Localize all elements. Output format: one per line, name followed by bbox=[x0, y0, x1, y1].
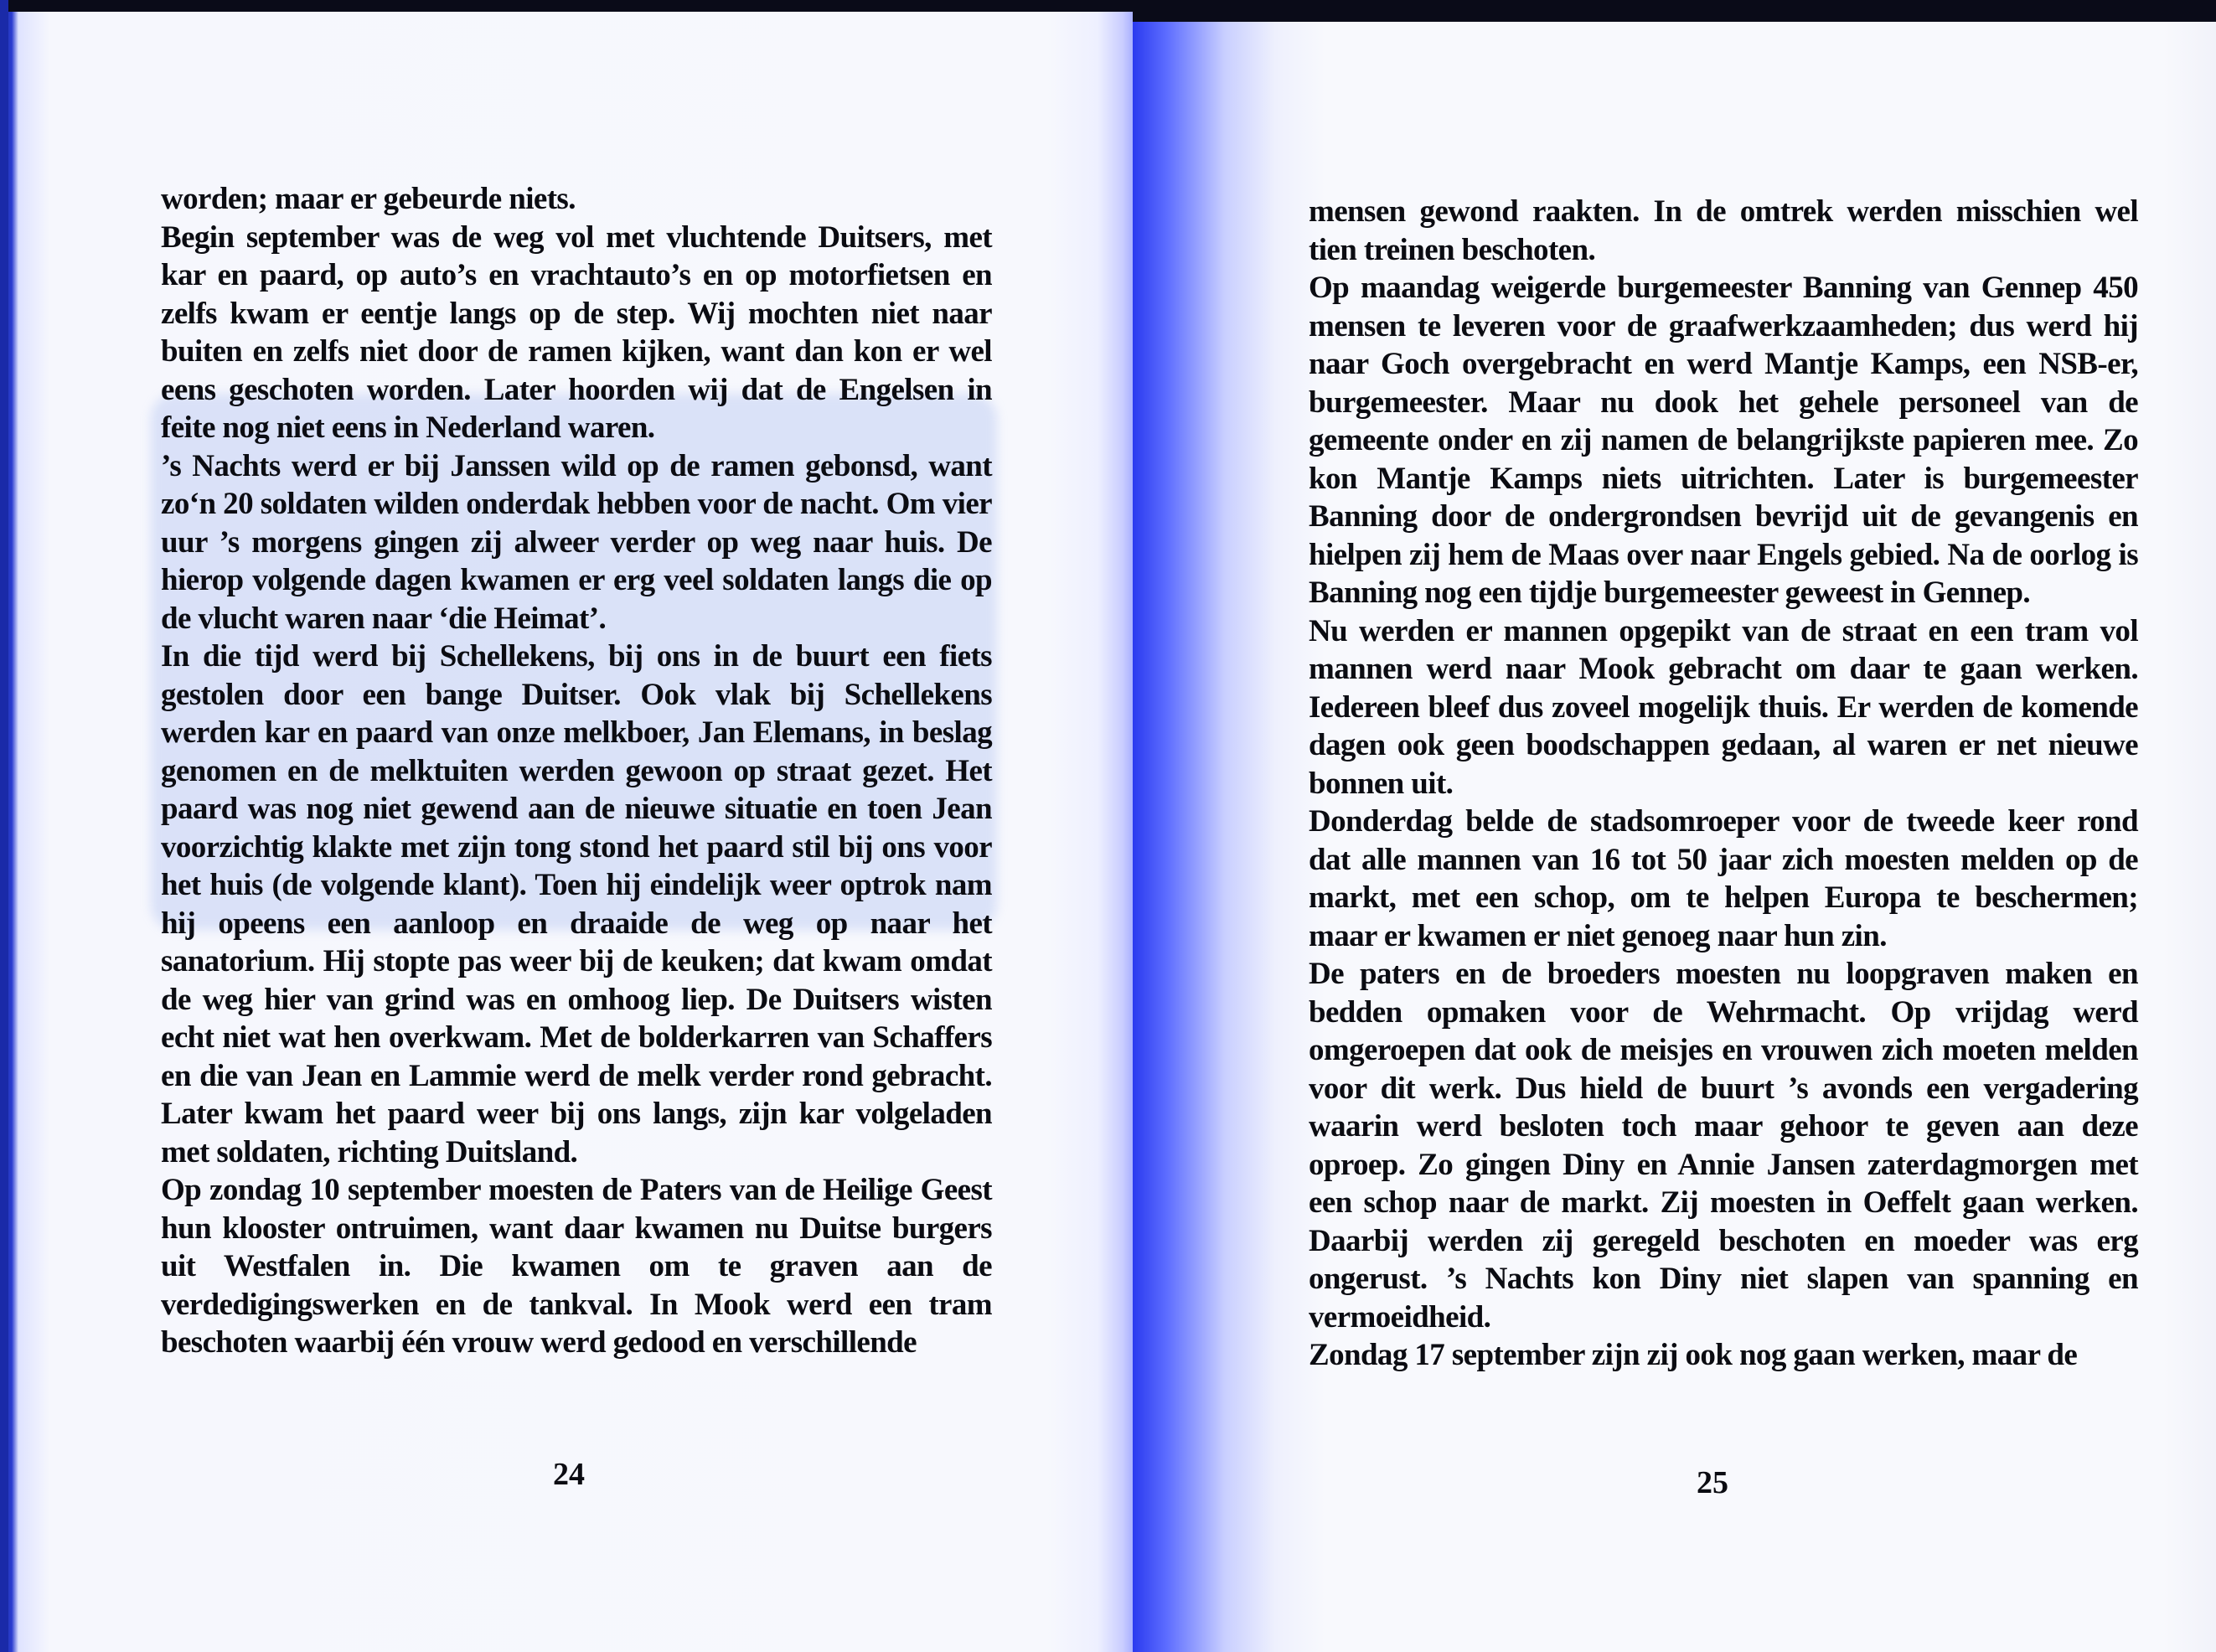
page-edge bbox=[0, 0, 8, 1652]
left-page-text bbox=[161, 180, 992, 1362]
paragraph: mensen gewond raakten. In de omtrek werden misschien wel tien treinen beschoten. bbox=[1309, 194, 2138, 267]
paragraph: Zondag 17 september zijn zij ook nog gaan werken, maar de bbox=[1309, 1338, 2078, 1372]
page-number: 25 bbox=[1697, 1465, 1728, 1500]
paragraph: De paters en de broeders moesten nu loopgraven maken en bedden opmaken voor de Wehrmacht. Op vrijdag werd omgeroepen dat ook de meisjes en vrouwen zich moeten melden voor dit werk. Dus hield de buurt ’s avonds een vergadering waarin werd besloten toch maar gehoor te geven aan deze oproep. Zo gingen Diny en Annie Jansen zaterdagmorgen met een schop naar de markt. Zij moesten in Oeffelt gaan werken. Daarbij werden zij geregeld beschoten en moeder was erg ongerust. ’s Nachts kon Diny niet slapen van spanning en vermoeidheid. bbox=[1309, 957, 2138, 1335]
paragraph: ’s Nachts werd er bij Janssen wild op de ramen gebonsd, want zo‘n 20 soldaten wilden onderdak hebben voor de nacht. Om vier uur ’s morgens gingen zij alweer verder op weg naar huis. De hierop volgende dagen kwamen er erg veel soldaten langs die op de vlucht waren naar ‘die Heimat’. bbox=[161, 448, 992, 636]
paragraph: Op maandag weigerde burgemeester Banning van Gennep 450 mensen te leveren voor de graafwerkzaamheden; dus werd hij naar Goch overgebracht en werd Mantje Kamps, een NSB-er, burgemeester. Maar nu dook het gehele personeel van de gemeente onder en zij namen de belangrijkste papieren mee. Zo kon Mantje Kamps niets uitrichten. Later is burgemeester Banning door de ondergrondsen bevrijd uit de gevangenis en hielpen zij hem de Maas over naar Engels gebied. Na de oorlog is Banning nog een tijdje burgemeester geweest in Gennep. bbox=[1309, 271, 2138, 610]
page-number: 24 bbox=[553, 1457, 585, 1492]
right-page-text bbox=[1309, 193, 2138, 1375]
paragraph: Nu werden er mannen opgepikt van de straat en een tram vol mannen werd naar Mook gebracht om daar te gaan werken. Iedereen bleef dus zoveel mogelijk thuis. Er werden de komende dagen ook geen boodschappen gedaan, al waren er net nieuwe bonnen uit. bbox=[1309, 613, 2138, 801]
paragraph: worden; maar er gebeurde niets. bbox=[161, 182, 576, 216]
paragraph: Begin september was de weg vol met vluchtende Duitsers, met kar en paard, op auto’s en vrachtauto’s en op motorfietsen en zelfs kwam er eentje langs op de step. Wij mochten niet naar buiten en zelfs niet door de ramen kijken, want dan kon er wel eens geschoten worden. Later hoorden wij dat de Engelsen in feite nog niet eens in Nederland waren. bbox=[161, 219, 992, 445]
paragraph: Op zondag 10 september moesten de Paters van de Heilige Geest hun klooster ontruimen, want daar kwamen nu Duitse burgers uit Westfalen in. Die kwamen om te graven aan de verdedigingswerken en de tankval. In Mook werd een tram beschoten waarbij één vrouw werd gedood en verschillende bbox=[161, 1173, 992, 1360]
paragraph: Donderdag belde de stadsomroeper voor de tweede keer rond dat alle mannen van 16 tot 50 jaar zich moesten melden op de markt, met een schop, om te helpen Europa te beschermen; maar er kwamen er niet genoeg naar hun zin. bbox=[1309, 804, 2138, 953]
right-page bbox=[1133, 0, 2216, 1652]
paragraph: In die tijd werd bij Schellekens, bij ons in de buurt een fiets gestolen door een bange Duitser. Ook vlak bij Schellekens werden kar en paard van onze melkboer, Jan Elemans, in beslag genomen en de melktuiten werden gewoon op straat gezet. Het paard was nog niet gewend aan de nieuwe situatie en toen Jean voorzichtig klakte met zijn tong stond het paard stil bij ons voor het huis (de volgende klant). Toen hij eindelijk weer optrok nam hij opeens een aanloop en draaide de weg op naar het sanatorium. Hij stopte pas weer bij de keuken; dat kwam omdat de weg hier van grind was en omhoog liep. De Duitsers wisten echt niet wat hen overkwam. Met de bolderkarren van Schaffers en die van Jean en Lammie werd de melk verder rond gebracht. Later kwam het paard weer bij ons langs, zijn kar volgeladen met soldaten, richting Duitsland. bbox=[161, 639, 992, 1169]
